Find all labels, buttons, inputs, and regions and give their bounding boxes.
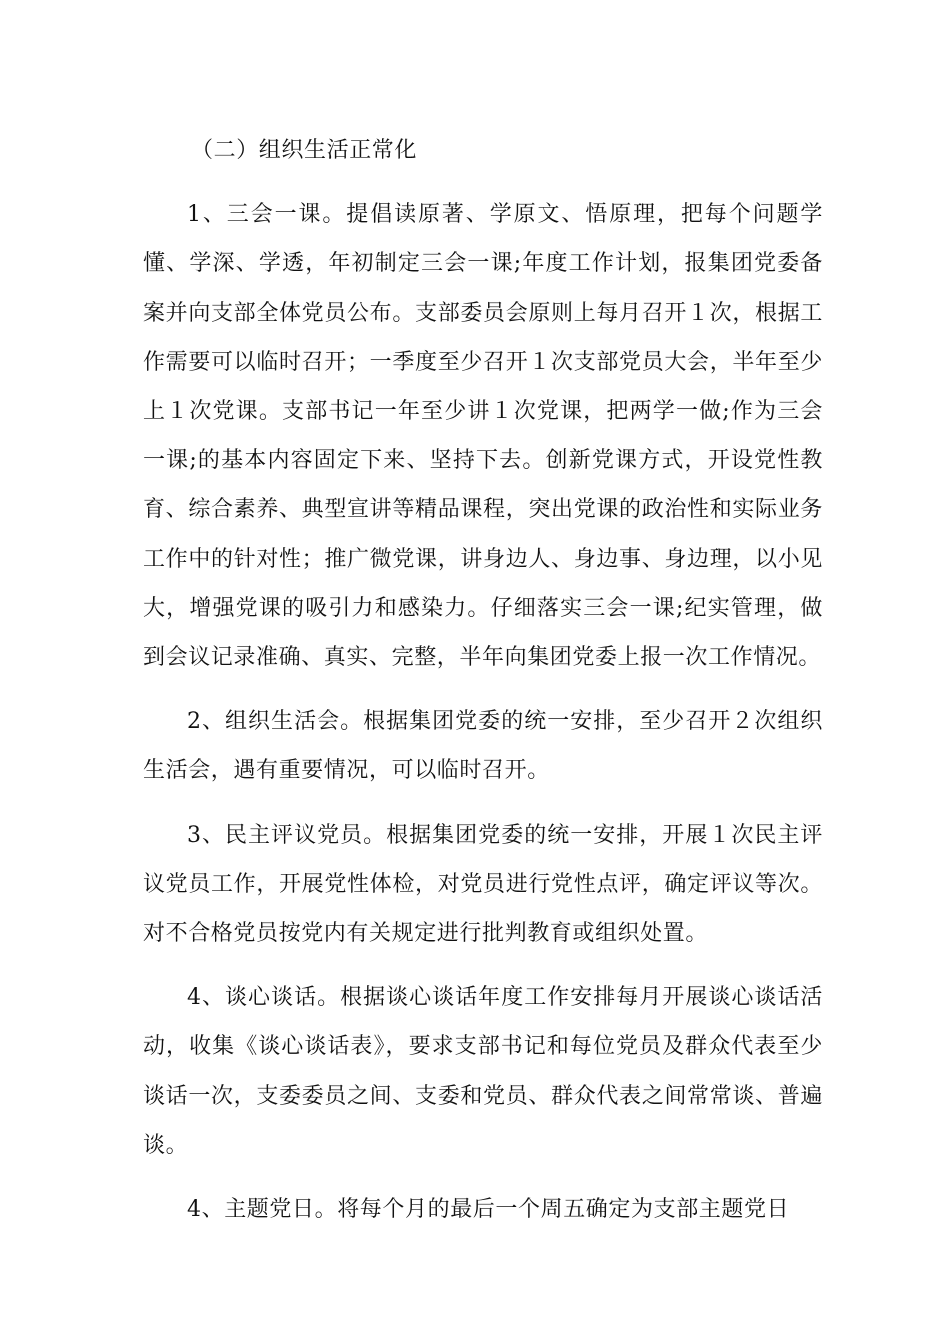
document-body [143,126,823,1249]
paragraph-theme-party-day: 4、主题党日。将每个月的最后一个周五确定为支部主题党日 [187,1197,790,1223]
paragraph-three-meetings: 1、三会一课。提倡读原著、学原文、悟原理，把每个问题学懂、学深、学透，年初制定三会一课;年度工作计划，报集团党委备案并向支部全体党员公布。支部委员会原则上每月召开１次，根据工作需要可以临时召开；一季度至少召开１次支部党员大会，半年至少上１次党课。支部书记一年至少讲１次党课，把两学一做;作为三会一课;的基本内容固定下来、坚持下去。创新党课方式，开设党性教育、综合素养、典型宣讲等精品课程，突出党课的政治性和实际业务工作中的针对性；推广微党课，讲身边人、身边事、身边理，以小见大，增强党课的吸引力和感染力。仔细落实三会一课;纪实管理，做到会议记录准确、真实、完整，半年向集团党委上报一次工作情况。 [143,202,823,671]
paragraph-organization-life-meeting: 2、组织生活会。根据集团党委的统一安排，至少召开２次组织生活会，遇有重要情况，可以临时召开。 [143,709,823,784]
paragraph-democratic-evaluation: 3、民主评议党员。根据集团党委的统一安排，开展１次民主评议党员工作，开展党性体检，对党员进行党性点评，确定评议等次。对不合格党员按党内有关规定进行批判教育或组织处置。 [143,822,823,947]
paragraph-heart-to-heart-talk: 4、谈心谈话。根据谈心谈话年度工作安排每月开展谈心谈话活动，收集《谈心谈话表》，要求支部书记和每位党员及群众代表至少谈话一次，支委委员之间、支委和党员、群众代表之间常常谈、普遍谈。 [143,985,823,1158]
section-heading: （二）组织生活正常化 [191,138,418,163]
